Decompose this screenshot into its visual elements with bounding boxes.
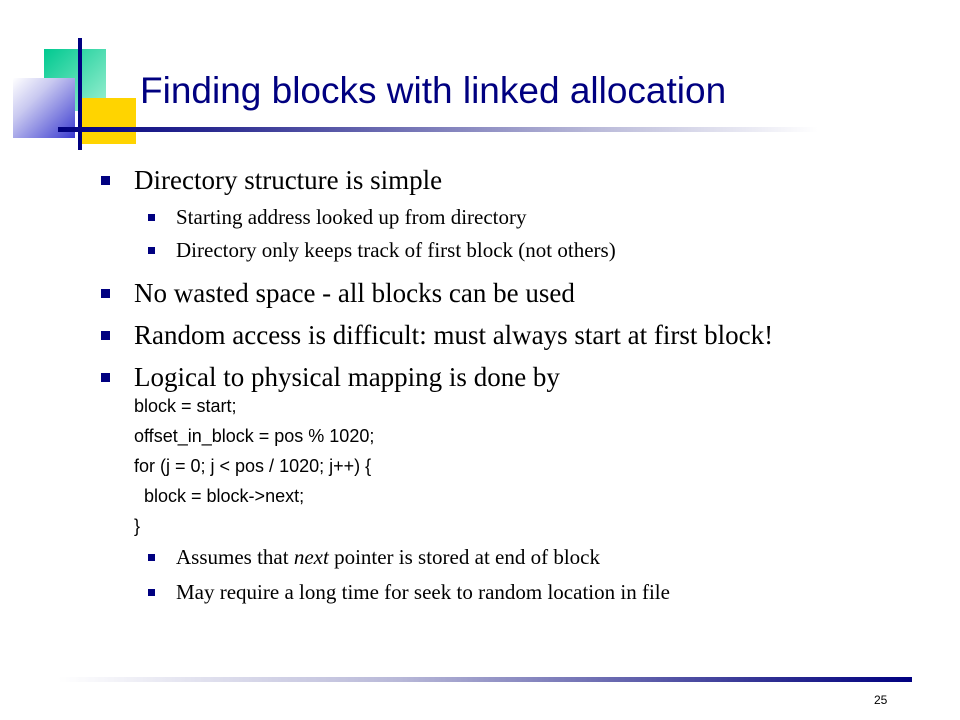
slide-title: Finding blocks with linked allocation — [140, 70, 727, 111]
logo-vertical-line — [78, 38, 82, 150]
code-line: offset_in_block = pos % 1020; — [134, 426, 375, 446]
bullet-item — [134, 278, 575, 309]
footer-bar — [58, 677, 912, 682]
bullet-text: Random access is difficult: must always start at first block! — [134, 320, 774, 350]
logo-yellow-square — [82, 98, 136, 144]
bullet-square-icon — [148, 247, 155, 254]
bullet-text: Logical to physical mapping is done by — [134, 362, 560, 392]
bullet-item — [134, 320, 773, 351]
bullet-square-icon — [101, 176, 110, 185]
sub-bullet-suffix: pointer is stored at end of block — [328, 545, 600, 569]
page-number: 25 — [874, 693, 888, 707]
sub-bullet-text: Directory only keeps track of first block (not others) — [176, 238, 616, 262]
sub-bullet-item — [176, 205, 527, 230]
sub-bullet-item — [176, 238, 616, 263]
bullet-square-icon — [101, 289, 110, 298]
code-line: } — [134, 516, 141, 536]
sub-bullet-prefix: Assumes that — [176, 545, 294, 569]
bullet-item — [134, 165, 442, 196]
bullet-item — [134, 362, 560, 393]
title-underline — [58, 127, 818, 132]
bullet-square-icon — [101, 331, 110, 340]
sub-bullet-item — [176, 580, 670, 605]
sub-bullet-text: Starting address looked up from directory — [176, 205, 527, 229]
bullet-text: No wasted space - all blocks can be used — [134, 278, 575, 308]
slide-logo-decoration — [0, 0, 140, 160]
sub-bullet-item — [176, 545, 600, 570]
bullet-square-icon — [148, 589, 155, 596]
bullet-square-icon — [148, 554, 155, 561]
code-block — [134, 396, 374, 546]
sub-bullet-italic: next — [293, 545, 329, 569]
bullet-text: Directory structure is simple — [134, 165, 443, 195]
code-line: block = start; — [134, 396, 237, 416]
bullet-square-icon — [101, 373, 110, 382]
code-line: for (j = 0; j < pos / 1020; j++) { — [134, 456, 372, 476]
code-line: block = block->next; — [134, 486, 305, 506]
bullet-square-icon — [148, 214, 155, 221]
sub-bullet-text: May require a long time for seek to random location in file — [176, 580, 670, 604]
